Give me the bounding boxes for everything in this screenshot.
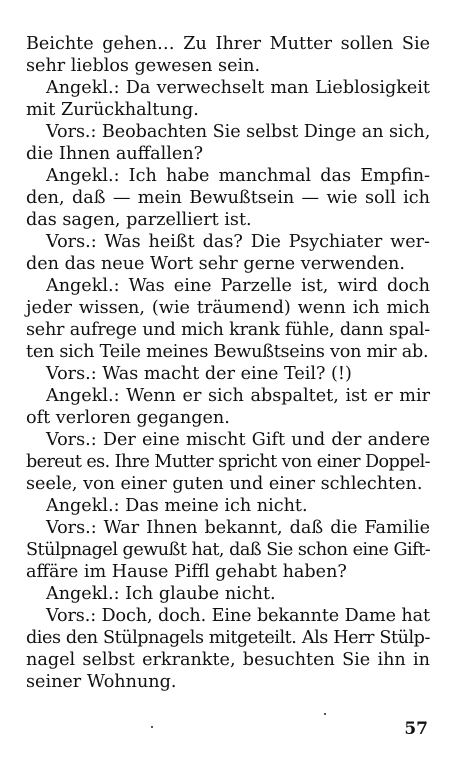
text-line: nagel selbst erkrankte, besuchten Sie ihn in <box>26 650 430 670</box>
text-line: Angekl.: Da verwechselt man Lieblosigkeit <box>46 78 430 98</box>
text-line: Vors.: Was heißt das? Die Psychiater wer- <box>46 232 430 252</box>
text-line: Vors.: Doch, doch. Eine bekannte Dame hat <box>46 606 430 626</box>
text-line: die Ihnen auffallen? <box>26 144 204 164</box>
text-line: Vors.: Beobachten Sie selbst Dinge an sich, <box>46 122 431 142</box>
text-line: bereut es. Ihre Mutter spricht von einer Doppel- <box>26 452 430 472</box>
text-line: Angekl.: Ich glaube nicht. <box>46 584 276 604</box>
text-line: jeder wissen, (wie träumend) wenn ich mich <box>26 298 430 318</box>
text-line: oft verloren gegangen. <box>26 408 230 428</box>
body-text <box>26 33 430 693</box>
text-line: Vors.: Der eine mischt Gift und der andere <box>46 430 430 450</box>
text-line: Vors.: War Ihnen bekannt, daß die Familie <box>46 518 430 538</box>
text-line: seiner Wohnung. <box>26 672 177 692</box>
page-number: 57 <box>404 719 428 739</box>
speck-mark <box>324 713 326 715</box>
text-line: mit Zurückhaltung. <box>26 100 199 120</box>
text-line: den, daß — mein Bewußtsein — wie soll ich <box>26 188 430 208</box>
text-line: sehr lieblos gewesen sein. <box>26 56 261 76</box>
text-line: Vors.: Was macht der eine Teil? (!) <box>46 364 352 384</box>
text-line: das sagen, parzelliert ist. <box>26 210 252 230</box>
text-line: Stülpnagel gewußt hat, daß Sie schon eine Gift- <box>26 540 431 560</box>
text-line: Angekl.: Ich habe manchmal das Empfin- <box>46 166 430 186</box>
text-line: Beichte gehen… Zu Ihrer Mutter sollen Sie <box>26 34 430 54</box>
text-line: Angekl.: Das meine ich nicht. <box>46 496 308 516</box>
text-line: den das neue Wort sehr gerne verwenden. <box>26 254 405 274</box>
speck-mark <box>151 726 153 728</box>
text-line: affäre im Hause Piffl gehabt haben? <box>26 562 347 582</box>
text-line: Angekl.: Wenn er sich abspaltet, ist er mir <box>46 386 430 406</box>
text-line: ten sich Teile meines Bewußtseins von mir ab. <box>26 342 429 362</box>
text-line: sehr aufrege und mich krank fühle, dann spal- <box>26 320 430 340</box>
text-line: seele, von einer guten und einer schlechten. <box>26 474 423 494</box>
text-line: Angekl.: Was eine Parzelle ist, wird doch <box>46 276 430 296</box>
text-line: dies den Stülpnagels mitgeteilt. Als Herr Stülp- <box>26 628 430 648</box>
